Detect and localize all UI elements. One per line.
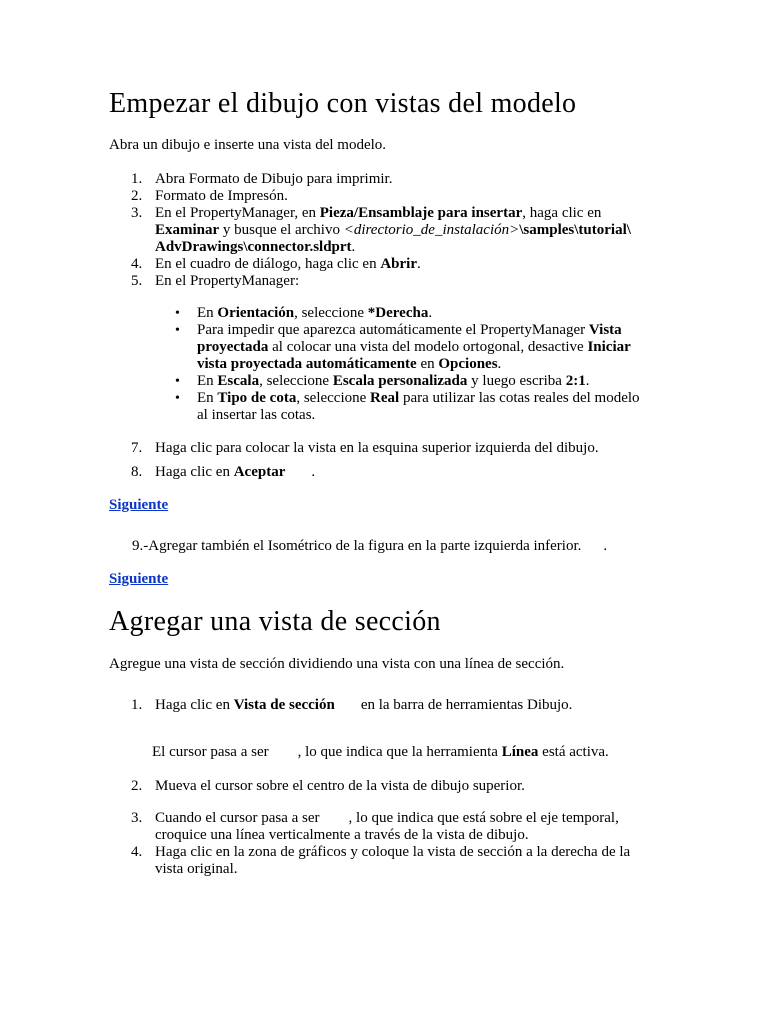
list-item: 5. En el PropertyManager: bbox=[131, 273, 300, 289]
cursor-note: El cursor pasa a ser , lo que indica que la herramienta Línea está activa. bbox=[152, 744, 609, 760]
list-item: 3. Cuando el cursor pasa a ser , lo que indica que está sobre el eje temporal, croquice una línea verticalmente a través de la vista de dibujo. bbox=[131, 810, 619, 843]
list-item: 2. Mueva el cursor sobre el centro de la vista de dibujo superior. bbox=[131, 778, 525, 794]
section-steps-list bbox=[109, 778, 709, 795]
steps-list-continued bbox=[109, 440, 709, 457]
list-item: 2. Formato de Impresón. bbox=[131, 188, 288, 204]
next-link[interactable]: Siguiente bbox=[109, 571, 169, 587]
section-intro-text: Agregue una vista de sección dividiendo una vista con una línea de sección. bbox=[109, 656, 565, 672]
list-item: 4. Haga clic en la zona de gráficos y coloque la vista de sección a la derecha de la vista original. bbox=[131, 844, 631, 877]
section-steps-list bbox=[109, 810, 709, 878]
list-item: 4. En el cuadro de diálogo, haga clic en Abrir. bbox=[131, 256, 421, 272]
step-9-text: 9.-Agregar también el Isométrico de la figura en la parte izquierda inferior. . bbox=[132, 538, 608, 554]
section-title: Agregar una vista de sección bbox=[109, 606, 441, 637]
list-item: • En Orientación, seleccione *Derecha. bbox=[109, 305, 689, 322]
list-item: • En Escala, seleccione Escala personalizada y luego escriba 2:1. bbox=[109, 373, 689, 390]
list-item: 1. Haga clic en Vista de sección en la barra de herramientas Dibujo. bbox=[131, 697, 573, 713]
steps-list-continued bbox=[109, 464, 709, 481]
options-bullet-list bbox=[109, 305, 689, 424]
page-title: Empezar el dibujo con vistas del modelo bbox=[109, 88, 577, 119]
list-item: 3. En el PropertyManager, en Pieza/Ensamblaje para insertar, haga clic en Examinar y busque el archivo <directorio_de_instalación>\samples\tutorial\ AdvDrawings\connector.sldprt. bbox=[131, 205, 631, 255]
steps-list bbox=[109, 171, 709, 290]
list-item: 1. Abra Formato de Dibujo para imprimir. bbox=[131, 171, 393, 187]
section-steps-list bbox=[109, 697, 709, 714]
list-item: 7. Haga clic para colocar la vista en la esquina superior izquierda del dibujo. bbox=[131, 440, 599, 456]
list-item: • En Tipo de cota, seleccione Real para utilizar las cotas reales del modelo al insertar las cotas. bbox=[109, 390, 689, 424]
next-link[interactable]: Siguiente bbox=[109, 497, 169, 513]
intro-text: Abra un dibujo e inserte una vista del modelo. bbox=[109, 137, 387, 153]
list-item: 8. Haga clic en Aceptar . bbox=[131, 464, 316, 480]
list-item: • Para impedir que aparezca automáticamente el PropertyManager Vista proyectada al colocar una vista del modelo ortogonal, desactive Iniciar vista proyectada automáticamente en Opciones. bbox=[109, 322, 689, 373]
